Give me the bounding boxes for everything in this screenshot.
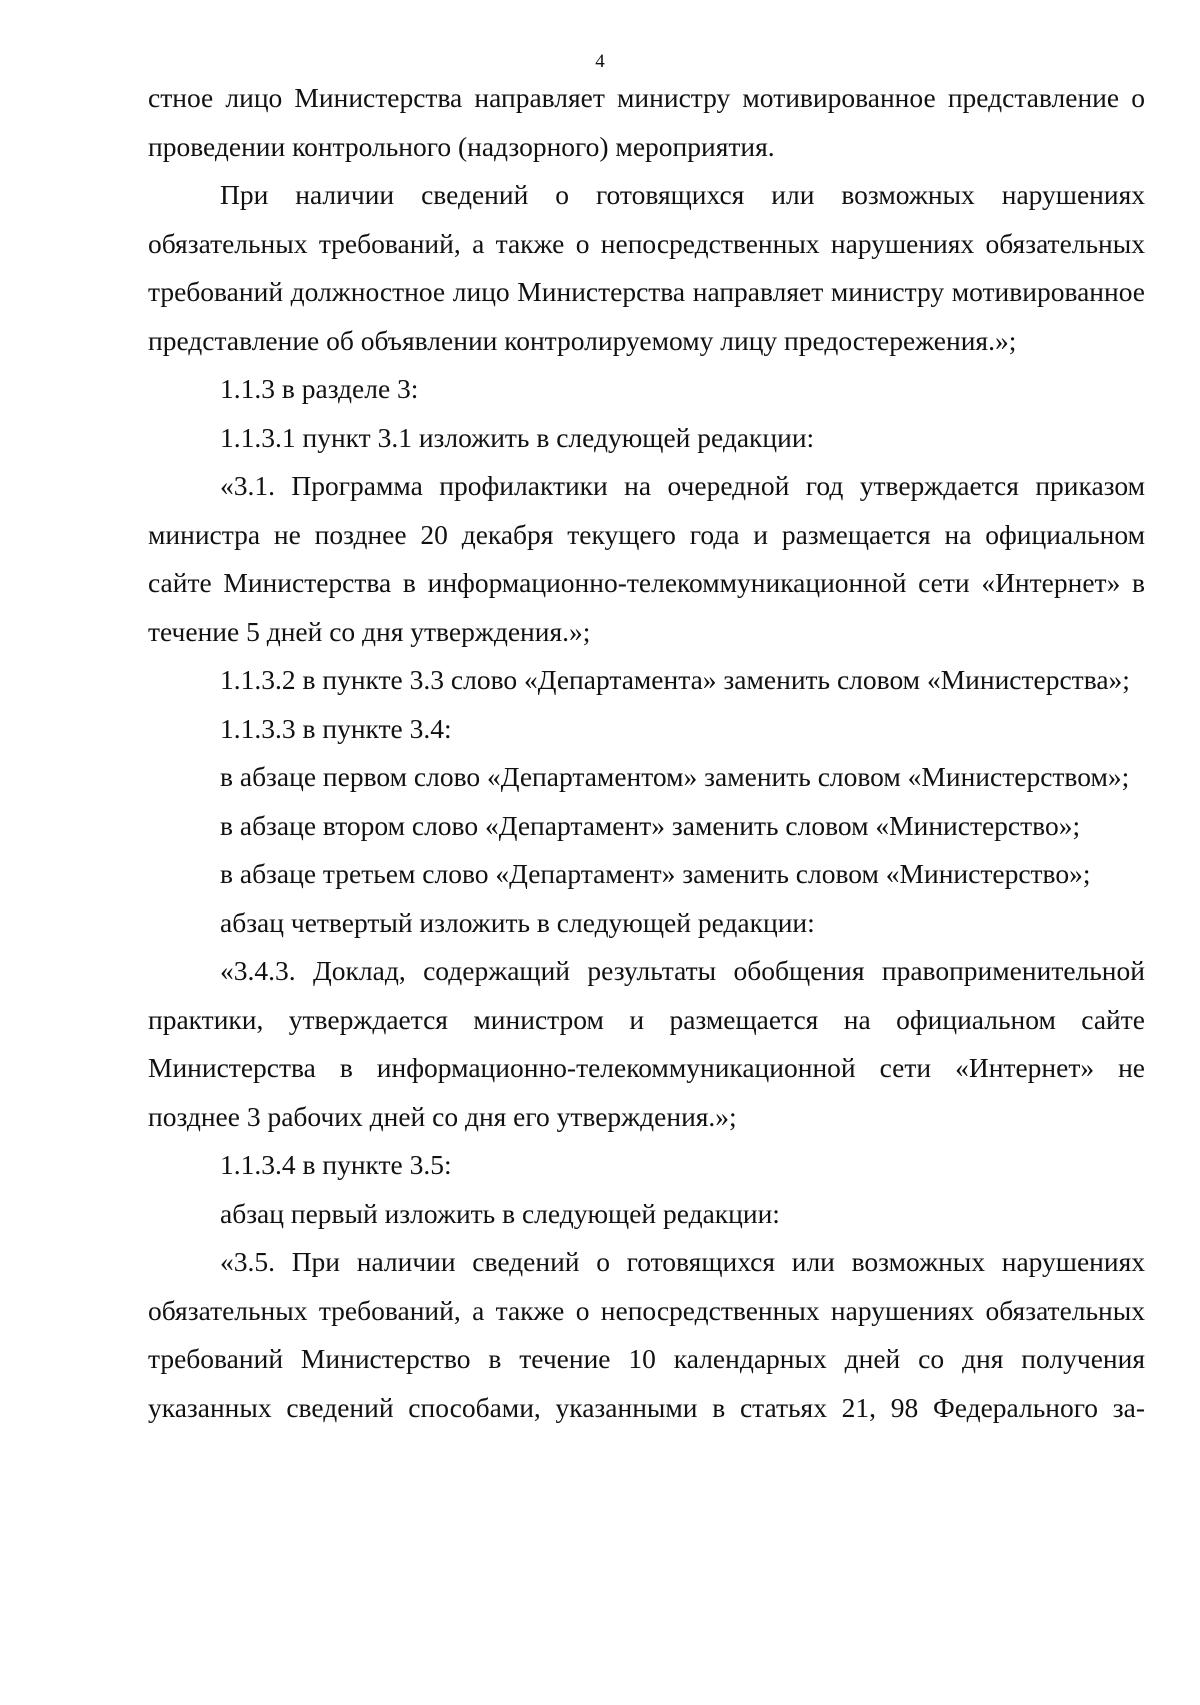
paragraph-warning-submission: При наличии сведений о готовящихся или возможных нарушениях обязательных требований, а также о непосредственных нарушениях обязательных требований должностное лицо Министерства направляет министру мотивированное представление об объявлении контролируемому лицу предостережения.»; xyxy=(148,179,1145,356)
document-body xyxy=(148,74,1145,1432)
paragraph-quote-3-4-3: «3.4.3. Доклад, содержащий результаты обобщения правоприменительной практики, утверждается министром и размещается на официальном сайте Министерства в информационно-телекоммуникационной сети «Интернет» не позднее 3 рабочих дней со дня его утверждения.»; xyxy=(148,955,1145,1132)
paragraph-item-1-1-3-3: 1.1.3.3 в пункте 3.4: xyxy=(220,712,452,744)
page-number: 4 xyxy=(595,51,605,72)
paragraph-section-3: 1.1.3 в разделе 3: xyxy=(220,373,419,404)
paragraph-abzac-fourth: абзац четвертый изложить в следующей редакции: xyxy=(220,906,815,938)
paragraph-abzac-third: в абзаце третьем слово «Департамент» заменить словом «Министерство»; xyxy=(220,858,1091,889)
paragraph-quote-3-5: «3.5. При наличии сведений о готовящихся или возможных нарушениях обязательных требований, а также о непосредственных нарушениях обязательных требований Министерство в течение 10 календарных дней со дня получения указанных сведений способами, указанными в статьях 21, 98 Федерального за- xyxy=(148,1246,1145,1423)
paragraph-item-1-1-3-1: 1.1.3.1 пункт 3.1 изложить в следующей редакции: xyxy=(220,421,815,453)
paragraph-item-1-1-3-4: 1.1.3.4 в пункте 3.5: xyxy=(220,1149,452,1180)
paragraph-abzac-first-redaction: абзац первый изложить в следующей редакции: xyxy=(220,1197,780,1229)
paragraph-abzac-first: в абзаце первом слово «Департаментом» заменить словом «Министерством»; xyxy=(220,761,1130,792)
paragraph-continuation: стное лицо Министерства направляет министру мотивированное представление о проведении контрольного (надзорного) мероприятия. xyxy=(148,82,1145,162)
paragraph-quote-3-1: «3.1. Программа профилактики на очередной год утверждается приказом министра не позднее 20 декабря текущего года и размещается на официальном сайте Министерства в информационно-телекоммуникационной сети «Интернет» в течение 5 дней со дня утверждения.»; xyxy=(148,470,1145,647)
paragraph-abzac-second: в абзаце втором слово «Департамент» заменить словом «Министерство»; xyxy=(220,809,1081,841)
paragraph-item-1-1-3-2: 1.1.3.2 в пункте 3.3 слово «Департамента» заменить словом «Министерства»; xyxy=(220,664,1130,695)
